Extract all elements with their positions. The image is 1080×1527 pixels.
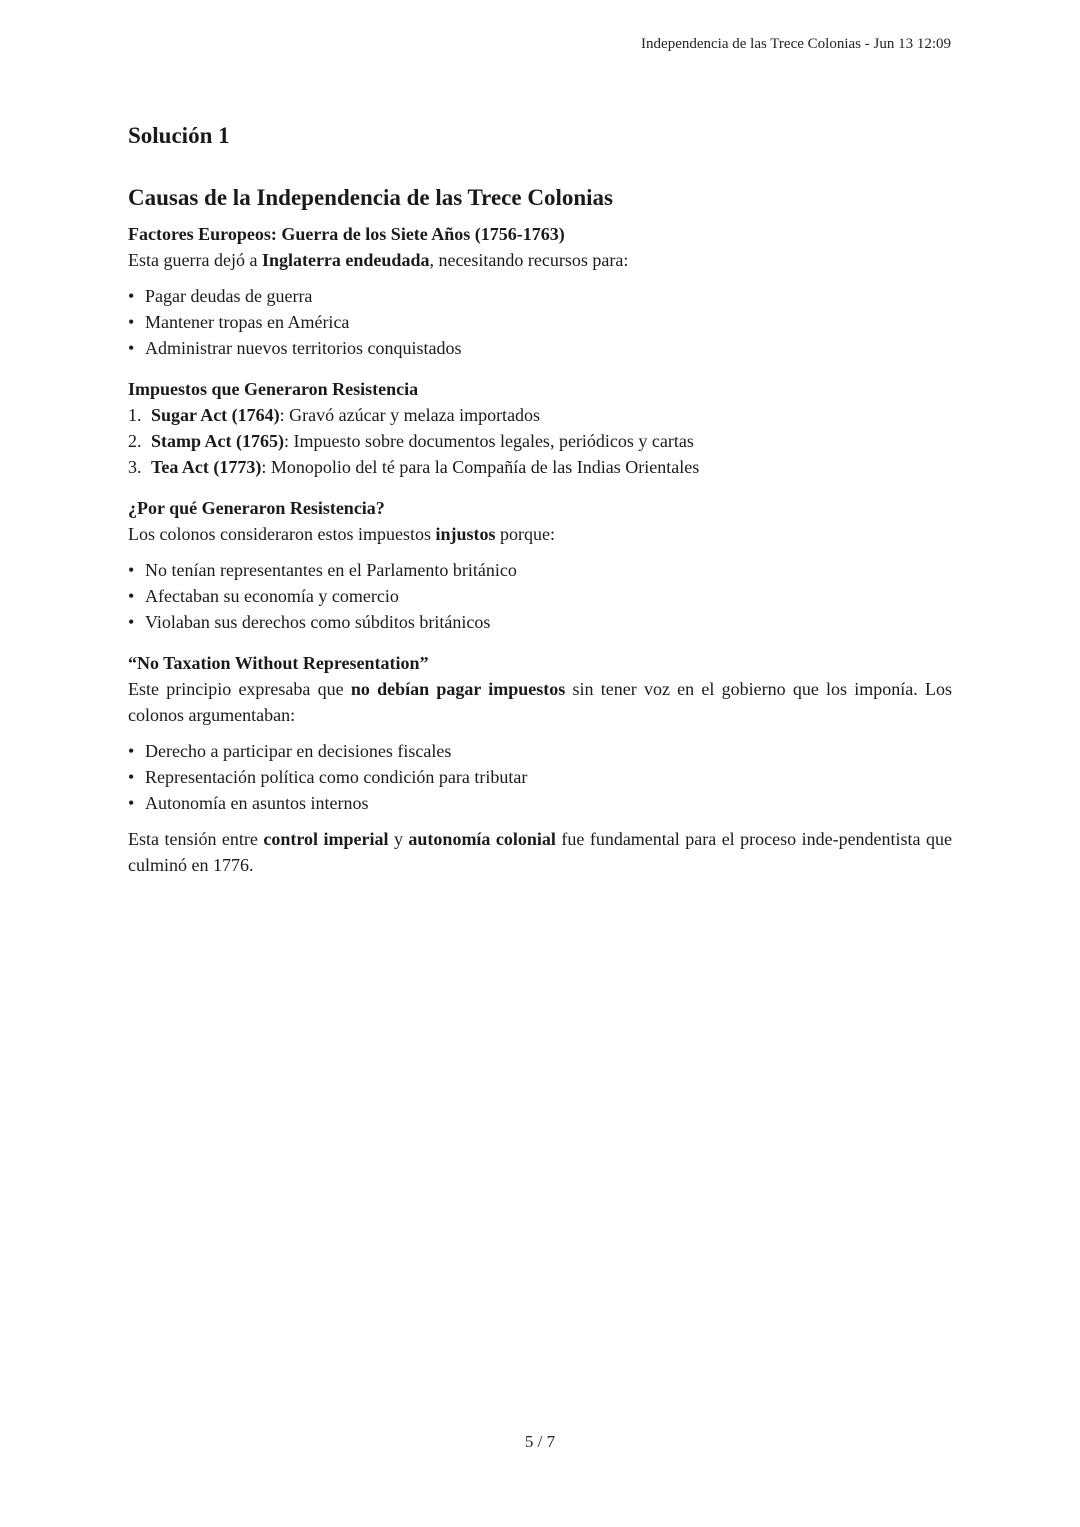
intro-text: Este principio expresaba que bbox=[128, 679, 351, 699]
list-item: • Administrar nuevos territorios conquistados bbox=[128, 335, 952, 361]
solution-title: Solución 1 bbox=[128, 123, 230, 148]
intro-text: , necesitando recursos para: bbox=[429, 250, 629, 270]
act-description: : Monopolio del té para la Compañía de las Indias Orientales bbox=[261, 457, 700, 477]
intro-bold: no debían pagar impuestos bbox=[350, 679, 566, 699]
list-item: • Pagar deudas de guerra bbox=[128, 283, 952, 309]
page-number: 5 / 7 bbox=[524, 1432, 556, 1451]
bullet-list bbox=[128, 283, 952, 361]
section-heading: ¿Por qué Generaron Resistencia? bbox=[128, 498, 385, 518]
list-item: • No tenían representantes en el Parlamento británico bbox=[128, 557, 952, 583]
list-item: • Afectaban su economía y comercio bbox=[128, 583, 952, 609]
list-item: • Autonomía en asuntos internos bbox=[128, 790, 952, 816]
act-name: Tea Act (1773) bbox=[151, 457, 262, 477]
intro-text: porque: bbox=[495, 524, 555, 544]
section-heading: Factores Europeos: Guerra de los Siete Años (1756-1763) bbox=[128, 224, 565, 244]
numbered-list bbox=[128, 402, 952, 480]
section-heading: Impuestos que Generaron Resistencia bbox=[128, 379, 419, 399]
conclusion-text: y bbox=[388, 829, 409, 849]
list-item: • Violaban sus derechos como súbditos británicos bbox=[128, 609, 952, 635]
section-european-factors bbox=[128, 221, 952, 361]
intro-text: sin tener voz en el gobierno que los imponía. Los colonos argumentaban: bbox=[128, 679, 953, 725]
conclusion-text: Esta tensión entre bbox=[128, 829, 264, 849]
bullet-list bbox=[128, 557, 952, 635]
section-no-taxation bbox=[128, 650, 952, 816]
section-intro bbox=[128, 676, 952, 728]
main-title: Causas de la Independencia de las Trece Colonias bbox=[128, 185, 613, 210]
conclusion-paragraph bbox=[128, 826, 952, 878]
act-description: : Impuesto sobre documentos legales, periódicos y cartas bbox=[284, 431, 694, 451]
list-number: 2. bbox=[128, 431, 142, 451]
act-name: Sugar Act (1764) bbox=[151, 405, 280, 425]
intro-text: Los colonos consideraron estos impuestos bbox=[128, 524, 436, 544]
act-name: Stamp Act (1765) bbox=[151, 431, 284, 451]
list-item: • Mantener tropas en América bbox=[128, 309, 952, 335]
list-item bbox=[128, 428, 952, 454]
conclusion-bold: control imperial bbox=[263, 829, 389, 849]
intro-text: Esta guerra dejó a bbox=[128, 250, 262, 270]
section-intro bbox=[128, 247, 952, 273]
list-number: 1. bbox=[128, 405, 142, 425]
conclusion-text: fue fundamental para el proceso inde-pendentista que culminó en 1776. bbox=[128, 829, 953, 875]
intro-bold: injustos bbox=[435, 524, 496, 544]
act-description: : Gravó azúcar y melaza importados bbox=[279, 405, 541, 425]
list-item bbox=[128, 402, 952, 428]
list-number: 3. bbox=[128, 457, 142, 477]
section-heading: “No Taxation Without Representation” bbox=[128, 653, 429, 673]
section-intro bbox=[128, 521, 952, 547]
bullet-list bbox=[128, 738, 952, 816]
intro-bold: Inglaterra endeudada bbox=[261, 250, 430, 270]
section-why-resistance bbox=[128, 495, 952, 635]
list-item: • Derecho a participar en decisiones fiscales bbox=[128, 738, 952, 764]
page-header: Independencia de las Trece Colonias - Jun 13 12:09 bbox=[641, 36, 951, 52]
document-body bbox=[128, 118, 952, 878]
list-item bbox=[128, 454, 952, 480]
conclusion-bold: autonomía colonial bbox=[408, 829, 556, 849]
list-item: • Representación política como condición para tributar bbox=[128, 764, 952, 790]
section-taxes bbox=[128, 376, 952, 480]
